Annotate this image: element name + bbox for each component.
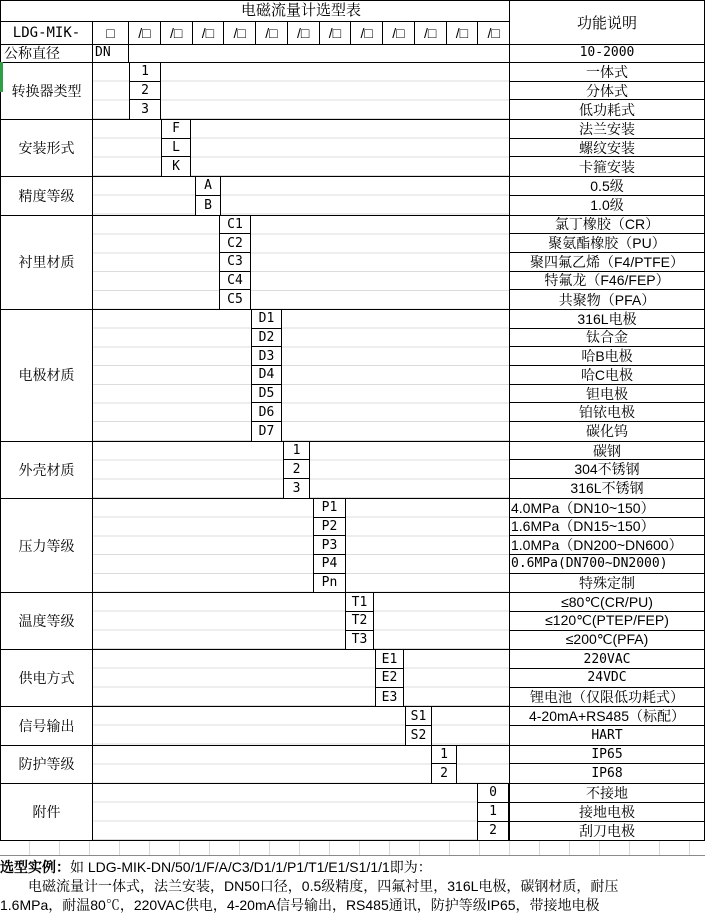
option-code: 2 — [489, 823, 497, 839]
grid-spacer-right — [191, 120, 509, 176]
option-description: IP65 — [510, 746, 704, 765]
option-description: 碳化钨 — [586, 423, 628, 440]
code-column — [345, 593, 374, 649]
code-column — [161, 120, 191, 176]
category-label: 温度等级 — [1, 593, 93, 649]
grid-spacer-left — [93, 442, 283, 498]
table-header-area — [1, 1, 704, 45]
category-block-2 — [1, 119, 704, 176]
grid-spacer-left — [93, 63, 129, 119]
code-slot-box: /□ — [161, 22, 193, 44]
grid-spacer-right — [374, 593, 509, 649]
option-code: 1 — [478, 803, 508, 822]
category-label: 信号输出 — [1, 707, 93, 744]
option-code: 1 — [284, 442, 309, 461]
code-column — [129, 63, 161, 119]
option-description: 螺纹安装 — [510, 139, 704, 158]
grid-spacer-left — [93, 707, 405, 744]
example-body-line-1: 电磁流量计一体式，法兰安装，DN50口径，0.5级精度，四氟衬里，316L电极，碳钢材质，耐压 — [28, 878, 619, 895]
code-slot-box: /□ — [415, 22, 447, 44]
model-prefix-label: LDG-MIK- — [1, 22, 93, 44]
option-code: D6 — [252, 403, 281, 422]
spreadsheet-gridline-strip — [0, 841, 705, 856]
grid-spacer-left — [93, 120, 161, 176]
grid-spacer-left — [93, 177, 195, 214]
dn-range-value: 10-2000 — [509, 45, 704, 62]
category-block-9 — [1, 649, 704, 706]
option-description: 锂电池（仅限低功耗式） — [530, 689, 684, 706]
function-column-header: 功能说明 — [509, 1, 704, 44]
category-block-6 — [1, 441, 704, 498]
option-description: 钽电极 — [510, 385, 704, 404]
category-label: 防护等级 — [1, 746, 93, 783]
option-code: E1 — [376, 650, 403, 669]
option-code: 2 — [284, 460, 309, 479]
code-column — [251, 310, 282, 441]
category-label: 外壳材质 — [1, 442, 93, 498]
option-description: 哈B电极 — [510, 347, 704, 366]
option-code: L — [162, 139, 190, 158]
description-column — [509, 310, 704, 441]
option-code: P1 — [314, 499, 345, 518]
option-description: 哈C电极 — [510, 366, 704, 385]
description-column — [509, 707, 704, 744]
description-column — [509, 177, 704, 214]
category-block-7 — [1, 498, 704, 592]
example-first-line — [0, 858, 705, 877]
option-code: T2 — [346, 612, 373, 631]
option-description: 220VAC — [510, 650, 704, 669]
code-slot-box: /□ — [129, 22, 161, 44]
option-description: 刮刀电极 — [579, 822, 635, 839]
grid-spacer-right — [282, 310, 509, 441]
option-code: D1 — [252, 310, 281, 329]
grid-spacer-right — [404, 650, 509, 706]
option-code: C3 — [220, 253, 250, 272]
option-code: T1 — [346, 593, 373, 612]
option-description: 共聚物（PFA） — [558, 291, 656, 308]
category-label: 附件 — [1, 784, 93, 840]
option-code: 1 — [432, 746, 456, 765]
description-column — [509, 650, 704, 706]
option-description: 不接地 — [510, 784, 704, 803]
option-description: ≤120℃(PTEP/FEP) — [510, 612, 704, 631]
option-code: D5 — [252, 385, 281, 404]
dn-row — [1, 45, 704, 62]
category-label: 安装形式 — [1, 120, 93, 176]
code-column — [313, 499, 346, 592]
category-label: 供电方式 — [1, 650, 93, 706]
grid-spacer-left — [93, 310, 251, 441]
option-code: 2 — [130, 82, 160, 101]
option-code: 3 — [141, 102, 149, 118]
grid-spacer-left — [93, 784, 477, 840]
grid-spacer-left — [93, 593, 345, 649]
code-box-first: □ — [93, 22, 129, 44]
example-intro: 如 LDG-MIK-DN/50/1/F/A/C3/D1/1/P1/T1/E1/S1/1/1即为： — [70, 859, 432, 876]
option-code: C5 — [227, 292, 243, 308]
grid-spacer-right — [457, 746, 509, 783]
option-code: A — [196, 177, 220, 196]
model-code-row — [1, 22, 509, 44]
option-description: 4.0MPa（DN10~150） — [510, 499, 704, 518]
category-block-5 — [1, 309, 704, 441]
category-label: 衬里材质 — [1, 216, 93, 309]
description-column — [509, 593, 704, 649]
option-description: 聚氨酯橡胶（PU） — [510, 234, 704, 253]
dn-code-cell: DN — [93, 45, 129, 62]
grid-spacer-right — [161, 63, 509, 119]
option-code: B — [204, 197, 212, 213]
code-slot-box: /□ — [351, 22, 383, 44]
category-block-10 — [1, 706, 704, 744]
code-slot-box: /□ — [193, 22, 225, 44]
code-slot-box: /□ — [288, 22, 320, 44]
option-description: 钛合金 — [510, 329, 704, 348]
option-code: D7 — [258, 423, 275, 439]
option-code: D3 — [252, 347, 281, 366]
option-description: 聚四氟乙烯（F4/PTFE） — [510, 253, 704, 272]
option-description: 1.0级 — [590, 197, 624, 214]
category-blocks — [1, 62, 704, 840]
option-code: E2 — [376, 669, 403, 688]
option-code: T3 — [351, 632, 368, 648]
category-block-12 — [1, 783, 704, 840]
option-description: 碳钢 — [510, 442, 704, 461]
option-description: 分体式 — [510, 82, 704, 101]
option-description: 304不锈钢 — [510, 460, 704, 479]
code-slot-box: /□ — [320, 22, 352, 44]
code-slot-box: /□ — [224, 22, 256, 44]
option-code: F — [162, 120, 190, 139]
grid-spacer-left — [93, 499, 313, 592]
option-description: 0.6MPa(DN700~DN2000) — [510, 555, 704, 574]
option-description: 特氟龙（F46/FEP） — [510, 272, 704, 291]
option-description: 低功耗式 — [579, 101, 635, 118]
category-block-8 — [1, 592, 704, 649]
option-description: ≤200℃(PFA) — [565, 631, 649, 648]
option-code: C4 — [220, 272, 250, 291]
title-left-spacer — [1, 1, 93, 21]
code-column — [283, 442, 310, 498]
code-slot-box: /□ — [487, 25, 500, 41]
grid-spacer-left — [93, 746, 431, 783]
code-column — [431, 746, 457, 783]
grid-spacer-right — [310, 442, 509, 498]
category-label: 压力等级 — [1, 499, 93, 592]
example-body-line-2: 1.6MPa，耐温80℃，220VAC供电，4-20mA信号输出，RS485通讯，防护等级IP65，带接地电极 — [0, 897, 600, 914]
option-description: 0.5级 — [510, 177, 704, 196]
option-code: Pn — [321, 575, 338, 591]
code-slot-box: /□ — [447, 22, 479, 44]
option-description: ≤80℃(CR/PU) — [510, 593, 704, 612]
description-column — [509, 216, 704, 309]
grid-spacer-left — [93, 216, 219, 309]
option-description: 接地电极 — [510, 803, 704, 822]
option-code: S2 — [410, 727, 427, 743]
option-code: 0 — [478, 784, 508, 803]
code-column — [477, 784, 509, 840]
option-code: S1 — [406, 707, 431, 726]
code-slot-box: /□ — [256, 22, 288, 44]
grid-spacer-right — [432, 707, 509, 744]
option-description: 24VDC — [510, 669, 704, 688]
description-column — [509, 746, 704, 783]
category-label: 转换器类型 — [1, 63, 93, 119]
title-row — [1, 1, 509, 22]
option-code: C1 — [220, 216, 250, 235]
option-code: P2 — [314, 518, 345, 537]
option-code: K — [172, 159, 180, 175]
code-column — [375, 650, 404, 706]
grid-spacer-right — [346, 499, 509, 592]
option-description: 4-20mA+RS485（标配） — [510, 707, 704, 726]
description-column — [509, 120, 704, 176]
option-description: IP68 — [591, 766, 623, 782]
option-code: P3 — [314, 536, 345, 555]
option-code: E3 — [381, 689, 398, 705]
option-description: 316L不锈钢 — [570, 480, 644, 497]
green-marker — [0, 62, 3, 92]
code-column — [405, 707, 432, 744]
option-description: 一体式 — [510, 63, 704, 82]
option-description: 铂铱电极 — [510, 403, 704, 422]
grid-spacer-right — [221, 177, 509, 214]
table-title: 电磁流量计选型表 — [240, 2, 361, 19]
option-description: 卡箍安装 — [579, 158, 635, 175]
description-column — [509, 499, 704, 592]
description-column — [509, 442, 704, 498]
option-code: 1 — [130, 63, 160, 82]
option-code: D2 — [252, 329, 281, 348]
option-code: P4 — [314, 555, 345, 574]
option-description: HART — [591, 727, 623, 743]
selection-example — [0, 856, 705, 915]
dn-spacer — [129, 45, 509, 62]
grid-spacer-left — [93, 650, 375, 706]
option-description: 特殊定制 — [579, 574, 635, 591]
description-column — [509, 784, 704, 840]
option-description: 1.6MPa（DN15~150） — [510, 518, 704, 537]
option-code: 2 — [440, 766, 448, 782]
example-heading: 选型实例： — [0, 859, 70, 876]
grid-spacer-right — [251, 216, 509, 309]
code-column — [195, 177, 221, 214]
category-label: 电极材质 — [1, 310, 93, 441]
code-slot-box: /□ — [383, 22, 415, 44]
code-column — [219, 216, 251, 309]
category-block-3 — [1, 176, 704, 214]
option-code: D4 — [252, 366, 281, 385]
category-block-4 — [1, 215, 704, 309]
option-description: 1.0MPa（DN200~DN600） — [510, 536, 704, 555]
option-code: 3 — [292, 480, 301, 496]
option-description: 氯丁橡胶（CR） — [510, 216, 704, 235]
category-block-1 — [1, 62, 704, 119]
option-description: 法兰安装 — [510, 120, 704, 139]
category-block-11 — [1, 745, 704, 783]
option-code: C2 — [220, 234, 250, 253]
category-label: 精度等级 — [1, 177, 93, 214]
dn-row-label: 公称直径 — [1, 45, 93, 62]
description-column — [509, 63, 704, 119]
option-description: 316L电极 — [510, 310, 704, 329]
